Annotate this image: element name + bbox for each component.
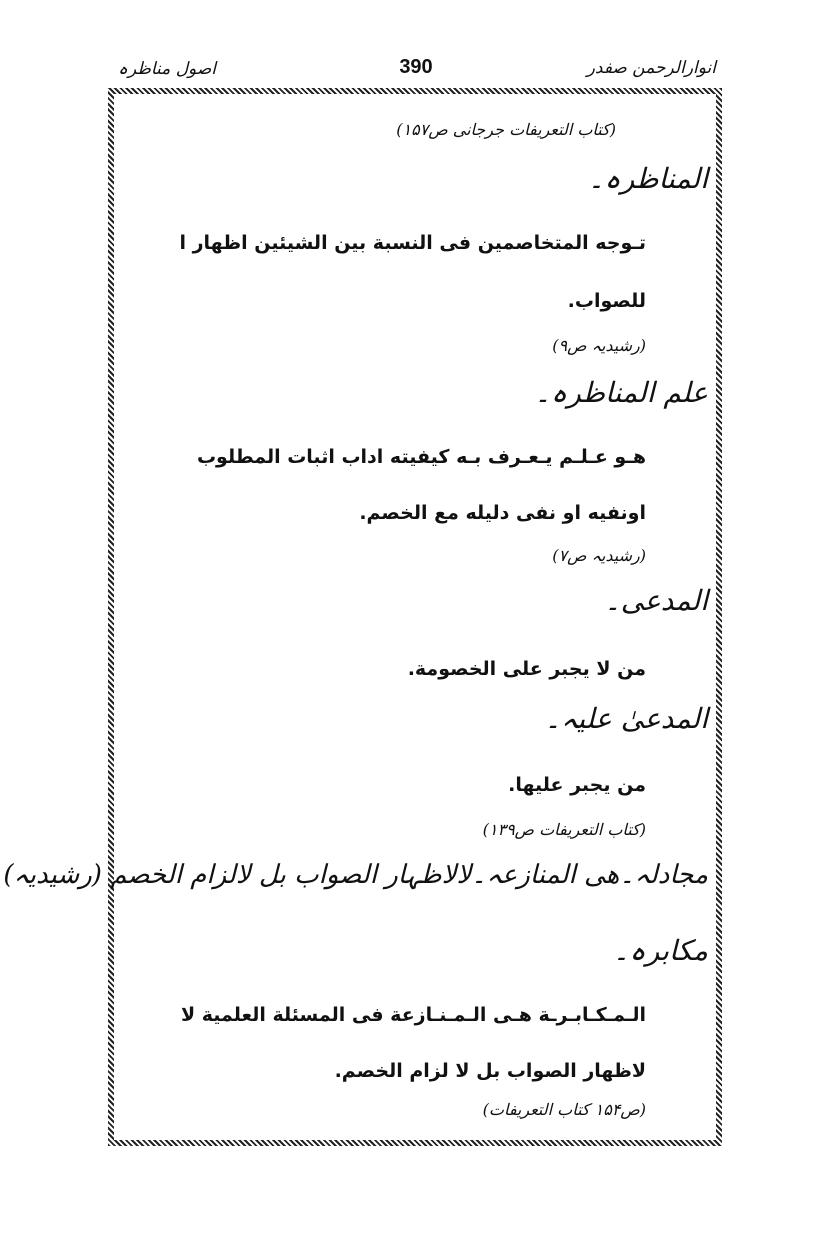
definition-mudda-ee: من لا يجبر على الخصومة. (407, 658, 646, 680)
definition-mudda-aleh: من يجبر عليها. (508, 774, 646, 796)
heading-mudda-ee: المدعی۔ (604, 584, 708, 617)
header-book-section: اصول مناظرہ (118, 59, 216, 79)
reference-tarifat-154: (ص۱۵۴ کتاب التعریفات) (482, 1100, 646, 1119)
definition-munazara-line2: للصواب. (567, 290, 646, 312)
heading-ilm-munazara: علم المناظرہ۔ (534, 376, 708, 409)
definition-mukabara-line2: لاظهار الصواب بل لا لزام الخصم. (334, 1060, 646, 1082)
reference-rashidiya-7: (رشیدیہ ص۷) (552, 546, 646, 565)
definition-munazara-line1: تـوجه المتخاصمين فى النسبة بين الشيئين اظهار ا (179, 232, 646, 254)
reference-tarifat-139: (کتاب التعریفات ص۱۳۹) (482, 820, 646, 839)
page-number: 390 (399, 56, 433, 78)
page-header (110, 54, 722, 88)
definition-ilm-munazara-line1: هـو عـلـم يـعـرف بـه كيفيته اداب اثبات المطلوب (196, 446, 646, 468)
heading-mujadala: مجادلہ۔ھی المنازعہ۔لالاظہار الصواب بل لالزام الخصم (رشیدیہ) (3, 860, 708, 890)
definition-ilm-munazara-line2: اونفيه او نفى دليله مع الخصم. (359, 502, 646, 524)
reference-rashidiya-9: (رشیدیہ ص۹) (552, 336, 646, 355)
definition-mukabara-line1: الـمـكـابـرـة هـى الـمـنـازعة فى المسئلة العلمية لا (181, 1004, 646, 1026)
reference-jurjani: (کتاب التعریفات جرجانی ص۱۵۷) (396, 120, 616, 139)
heading-mukabara: مکابرہ۔ (612, 934, 708, 967)
heading-munazara: المناظرہ۔ (587, 162, 708, 195)
page-border-frame (3, 88, 722, 1146)
header-book-title: انوارالرحمن صفدر (586, 58, 716, 78)
heading-mudda-aleh: المدعیٰ علیہ۔ (544, 702, 708, 735)
